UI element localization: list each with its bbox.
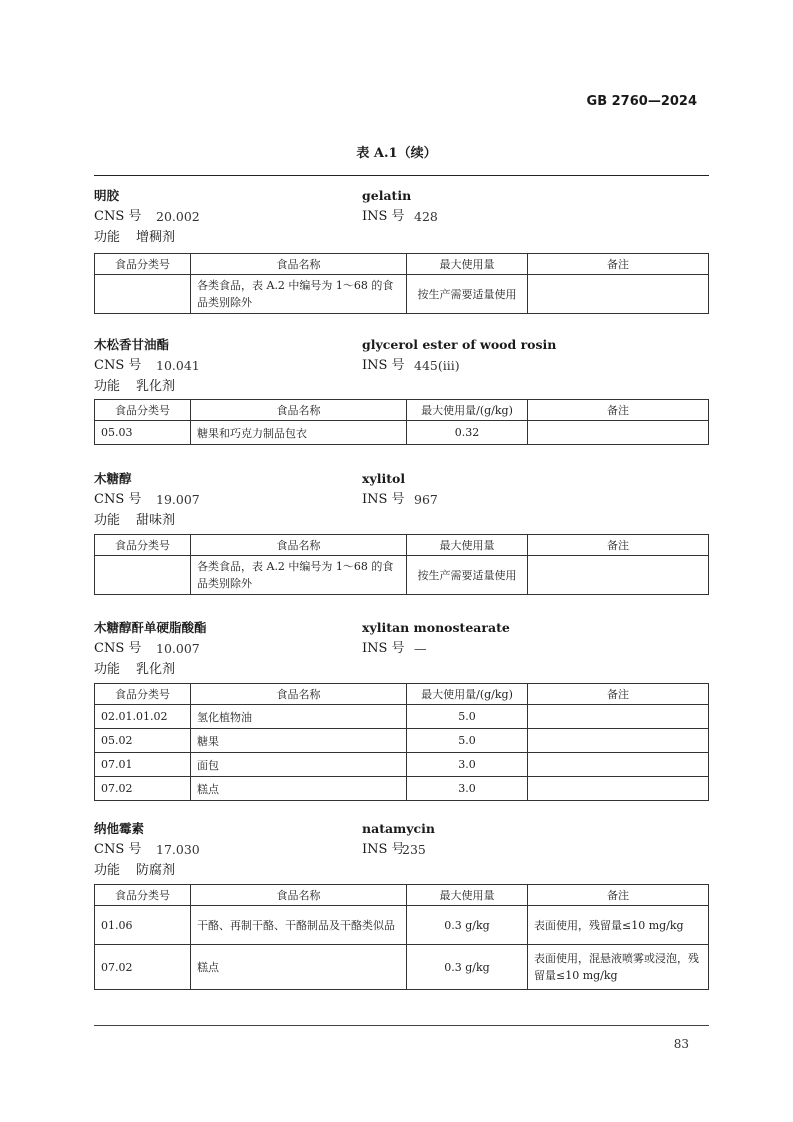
- function-value: 防腐剂: [136, 863, 176, 878]
- function-label: 功能: [94, 379, 121, 394]
- function-label: 功能: [94, 513, 121, 528]
- ins-value: —: [414, 641, 427, 656]
- table-row: [95, 906, 709, 945]
- function-value: 增稠剂: [136, 230, 176, 245]
- col-header-code: 食品分类号: [95, 684, 191, 705]
- cell-note: [528, 777, 709, 801]
- additive-cn-name: 纳他霉素: [94, 821, 145, 836]
- col-header-food: 食品名称: [191, 885, 407, 906]
- cell-note: 表面使用，混悬液喷雾或浸泡，残留量≤10 mg/kg: [528, 945, 709, 990]
- cns-label: CNS 号: [94, 492, 142, 507]
- cell-code: 01.06: [95, 906, 191, 945]
- additive-en-name: xylitol: [362, 471, 406, 486]
- ins-label: INS 号: [362, 209, 405, 224]
- cns-value: 17.030: [156, 842, 200, 857]
- table-row: [95, 753, 709, 777]
- cell-food: 各类食品，表 A.2 中编号为 1～68 的食品类别除外: [191, 556, 407, 595]
- cell-max: 3.0: [407, 777, 528, 801]
- cns-label: CNS 号: [94, 842, 142, 857]
- cell-code: 05.03: [95, 421, 191, 445]
- col-header-note: 备注: [528, 684, 709, 705]
- cell-note: [528, 556, 709, 595]
- cell-note: [528, 729, 709, 753]
- cell-code: 02.01.01.02: [95, 705, 191, 729]
- cell-code: [95, 275, 191, 314]
- col-header-max: 最大使用量/(g/kg): [407, 400, 528, 421]
- usage-table: [94, 884, 709, 990]
- col-header-max: 最大使用量/(g/kg): [407, 684, 528, 705]
- cell-food: 糕点: [191, 777, 407, 801]
- table-row: [95, 945, 709, 990]
- col-header-note: 备注: [528, 885, 709, 906]
- col-header-max: 最大使用量: [407, 885, 528, 906]
- col-header-food: 食品名称: [191, 400, 407, 421]
- cell-food: 干酪、再制干酪、干酪制品及干酪类似品: [191, 906, 407, 945]
- col-header-food: 食品名称: [191, 684, 407, 705]
- ins-label: INS 号: [362, 358, 405, 373]
- cell-max: 5.0: [407, 729, 528, 753]
- cns-value: 19.007: [156, 492, 200, 507]
- cns-value: 10.007: [156, 641, 200, 656]
- ins-label: INS 号: [362, 641, 405, 656]
- cns-value: 10.041: [156, 358, 200, 373]
- cell-food: 各类食品，表 A.2 中编号为 1～68 的食品类别除外: [191, 275, 407, 314]
- cell-note: [528, 753, 709, 777]
- additive-en-name: natamycin: [362, 821, 435, 836]
- col-header-food: 食品名称: [191, 535, 407, 556]
- cell-max: 0.3 g/kg: [407, 906, 528, 945]
- function-label: 功能: [94, 662, 121, 677]
- cell-food: 氢化植物油: [191, 705, 407, 729]
- additive-entry: [94, 818, 709, 982]
- cell-max: 5.0: [407, 705, 528, 729]
- table-row: [95, 705, 709, 729]
- function-value: 乳化剂: [136, 379, 176, 394]
- cell-food: 糖果: [191, 729, 407, 753]
- cns-label: CNS 号: [94, 209, 142, 224]
- additive-cn-name: 木糖醇: [94, 471, 132, 486]
- additive-entry: [94, 468, 709, 590]
- cell-max: 按生产需要适量使用: [407, 556, 528, 595]
- ins-value: 445(iii): [414, 358, 460, 373]
- cell-code: 07.02: [95, 945, 191, 990]
- col-header-max: 最大使用量: [407, 254, 528, 275]
- table-row: [95, 777, 709, 801]
- col-header-food: 食品名称: [191, 254, 407, 275]
- col-header-note: 备注: [528, 254, 709, 275]
- table-row: [95, 275, 709, 314]
- page-number: 83: [673, 1037, 689, 1051]
- col-header-code: 食品分类号: [95, 535, 191, 556]
- cns-value: 20.002: [156, 209, 200, 224]
- additive-cn-name: 木松香甘油酯: [94, 337, 170, 352]
- cns-label: CNS 号: [94, 641, 142, 656]
- cell-food: 糖果和巧克力制品包衣: [191, 421, 407, 445]
- table-row: [95, 729, 709, 753]
- standard-number: GB 2760—2024: [586, 94, 697, 109]
- col-header-note: 备注: [528, 535, 709, 556]
- usage-table: [94, 253, 709, 314]
- ins-value: 428: [414, 209, 438, 224]
- top-rule: [94, 175, 709, 176]
- usage-table: [94, 399, 709, 445]
- additive-en-name: xylitan monostearate: [362, 620, 510, 635]
- ins-value: 967: [414, 492, 438, 507]
- cell-note: [528, 705, 709, 729]
- cell-code: 05.02: [95, 729, 191, 753]
- col-header-code: 食品分类号: [95, 400, 191, 421]
- cell-food: 糕点: [191, 945, 407, 990]
- table-row: [95, 556, 709, 595]
- usage-table: [94, 534, 709, 595]
- cell-food: 面包: [191, 753, 407, 777]
- additive-cn-name: 明胶: [94, 188, 120, 203]
- usage-table: [94, 683, 709, 801]
- cns-label: CNS 号: [94, 358, 142, 373]
- additive-en-name: gelatin: [362, 188, 412, 203]
- cell-max: 3.0: [407, 753, 528, 777]
- cell-note: 表面使用，残留量≤10 mg/kg: [528, 906, 709, 945]
- cell-code: [95, 556, 191, 595]
- function-value: 乳化剂: [136, 662, 176, 677]
- additive-entry: [94, 617, 709, 796]
- additive-en-name: glycerol ester of wood rosin: [362, 337, 557, 352]
- ins-label: INS 号: [362, 492, 405, 507]
- col-header-max: 最大使用量: [407, 535, 528, 556]
- cell-code: 07.01: [95, 753, 191, 777]
- col-header-code: 食品分类号: [95, 885, 191, 906]
- cell-code: 07.02: [95, 777, 191, 801]
- cell-note: [528, 275, 709, 314]
- additive-entry: [94, 185, 709, 309]
- additive-entry: [94, 334, 709, 440]
- additive-cn-name: 木糖醇酐单硬脂酸酯: [94, 620, 207, 635]
- col-header-note: 备注: [528, 400, 709, 421]
- ins-label: INS 号: [362, 842, 405, 857]
- function-label: 功能: [94, 863, 121, 878]
- function-value: 甜味剂: [136, 513, 176, 528]
- cell-max: 按生产需要适量使用: [407, 275, 528, 314]
- cell-note: [528, 421, 709, 445]
- cell-max: 0.32: [407, 421, 528, 445]
- col-header-code: 食品分类号: [95, 254, 191, 275]
- function-label: 功能: [94, 230, 121, 245]
- cell-max: 0.3 g/kg: [407, 945, 528, 990]
- footer-rule: [94, 1025, 709, 1026]
- table-title: 表 A.1（续）: [356, 146, 437, 161]
- ins-value: 235: [402, 842, 426, 857]
- table-row: [95, 421, 709, 445]
